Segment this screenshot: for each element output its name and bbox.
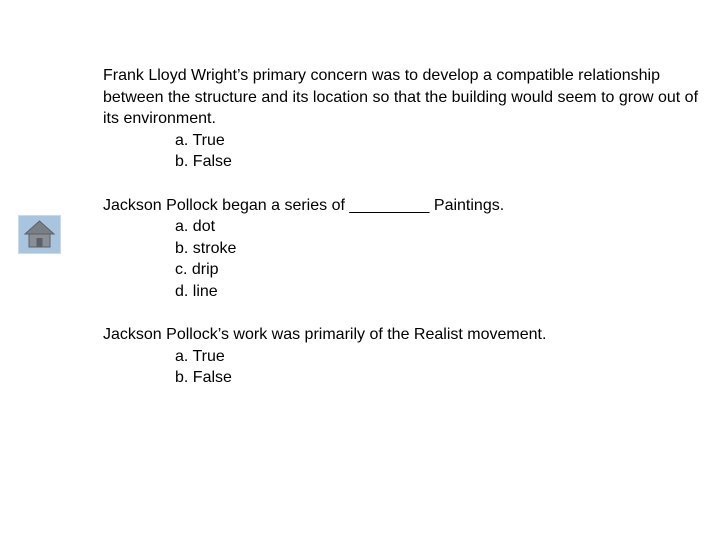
home-button[interactable] xyxy=(18,215,61,254)
question-2-option-d: d. line xyxy=(175,282,218,300)
question-3-option-a: a. True xyxy=(175,347,225,365)
question-3-option-b: b. False xyxy=(175,369,232,387)
question-1 xyxy=(103,65,703,173)
question-1-option-b: b. False xyxy=(175,153,232,171)
question-1-stem: Frank Lloyd Wright’s primary concern was to develop a compatible relationship between the structure and its location so that the building would seem to grow out of its environment. xyxy=(103,67,699,128)
question-2-option-b: b. stroke xyxy=(175,239,237,257)
question-3-stem: Jackson Pollock’s work was primarily of the Realist movement. xyxy=(103,326,547,344)
home-icon xyxy=(19,216,60,253)
question-3 xyxy=(103,324,703,389)
question-2-stem: Jackson Pollock began a series of _________ Paintings. xyxy=(103,196,505,214)
question-2-option-a: a. dot xyxy=(175,218,216,236)
question-2 xyxy=(103,195,703,303)
question-list xyxy=(103,65,703,389)
question-2-option-c: c. drip xyxy=(175,261,219,279)
question-1-option-a: a. True xyxy=(175,131,225,149)
